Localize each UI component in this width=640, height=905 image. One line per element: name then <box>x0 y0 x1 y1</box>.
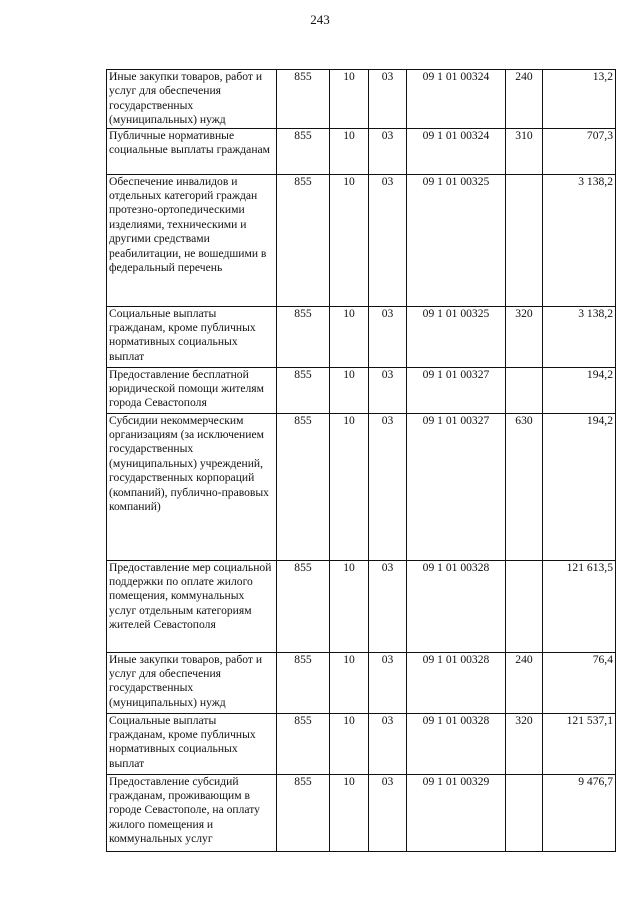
row-expense-type: 630 <box>506 413 543 560</box>
row-ved-code: 855 <box>277 174 330 306</box>
row-subsection-code: 03 <box>369 174 407 306</box>
row-amount: 194,2 <box>543 413 616 560</box>
row-target-article: 09 1 01 00328 <box>407 560 506 652</box>
row-amount: 707,3 <box>543 128 616 174</box>
table-row <box>107 713 616 774</box>
row-subsection-code: 03 <box>369 713 407 774</box>
row-name: Предоставление мер социальной поддержки по оплате жилого помещения, коммунальных услуг отдельным категориям жителей Севастополя <box>107 560 277 652</box>
table-row <box>107 652 616 713</box>
row-subsection-code: 03 <box>369 652 407 713</box>
row-ved-code: 855 <box>277 774 330 851</box>
row-expense-type: 320 <box>506 306 543 367</box>
row-subsection-code: 03 <box>369 560 407 652</box>
table-row <box>107 367 616 413</box>
row-target-article: 09 1 01 00325 <box>407 306 506 367</box>
row-ved-code: 855 <box>277 413 330 560</box>
table-row <box>107 560 616 652</box>
row-name: Социальные выплаты гражданам, кроме публичных нормативных социальных выплат <box>107 306 277 367</box>
table-row <box>107 128 616 174</box>
row-expense-type: 310 <box>506 128 543 174</box>
row-amount: 3 138,2 <box>543 306 616 367</box>
row-subsection-code: 03 <box>369 306 407 367</box>
row-name: Предоставление субсидий гражданам, проживающим в городе Севастополе, на оплату жилого помещения и коммунальных услуг <box>107 774 277 851</box>
row-amount: 121 537,1 <box>543 713 616 774</box>
row-ved-code: 855 <box>277 306 330 367</box>
row-amount: 3 138,2 <box>543 174 616 306</box>
row-amount: 13,2 <box>543 70 616 129</box>
row-expense-type: 240 <box>506 652 543 713</box>
table-row <box>107 174 616 306</box>
row-expense-type <box>506 774 543 851</box>
row-subsection-code: 03 <box>369 413 407 560</box>
row-amount: 194,2 <box>543 367 616 413</box>
row-target-article: 09 1 01 00324 <box>407 128 506 174</box>
row-ved-code: 855 <box>277 128 330 174</box>
row-section-code: 10 <box>330 713 369 774</box>
row-subsection-code: 03 <box>369 367 407 413</box>
row-subsection-code: 03 <box>369 128 407 174</box>
row-target-article: 09 1 01 00324 <box>407 70 506 129</box>
row-section-code: 10 <box>330 413 369 560</box>
row-ved-code: 855 <box>277 560 330 652</box>
row-section-code: 10 <box>330 174 369 306</box>
row-expense-type <box>506 174 543 306</box>
table-row <box>107 306 616 367</box>
row-subsection-code: 03 <box>369 774 407 851</box>
row-amount: 121 613,5 <box>543 560 616 652</box>
row-target-article: 09 1 01 00328 <box>407 652 506 713</box>
row-expense-type: 240 <box>506 70 543 129</box>
row-amount: 9 476,7 <box>543 774 616 851</box>
row-expense-type <box>506 560 543 652</box>
table-row <box>107 413 616 560</box>
row-expense-type: 320 <box>506 713 543 774</box>
row-name: Субсидии некоммерческим организациям (за исключением государственных (муниципальных) учреждений, государственных корпораций (компаний), публично-правовых компаний) <box>107 413 277 560</box>
table-row <box>107 70 616 129</box>
row-section-code: 10 <box>330 652 369 713</box>
budget-table-body <box>107 70 616 852</box>
row-section-code: 10 <box>330 306 369 367</box>
row-section-code: 10 <box>330 128 369 174</box>
row-name: Иные закупки товаров, работ и услуг для обеспечения государственных (муниципальных) нужд <box>107 652 277 713</box>
row-ved-code: 855 <box>277 367 330 413</box>
row-section-code: 10 <box>330 70 369 129</box>
row-ved-code: 855 <box>277 713 330 774</box>
row-target-article: 09 1 01 00329 <box>407 774 506 851</box>
row-expense-type <box>506 367 543 413</box>
row-name: Социальные выплаты гражданам, кроме публичных нормативных социальных выплат <box>107 713 277 774</box>
row-name: Предоставление бесплатной юридической помощи жителям города Севастополя <box>107 367 277 413</box>
row-ved-code: 855 <box>277 652 330 713</box>
table-row <box>107 774 616 851</box>
row-target-article: 09 1 01 00325 <box>407 174 506 306</box>
row-target-article: 09 1 01 00327 <box>407 413 506 560</box>
row-name: Иные закупки товаров, работ и услуг для обеспечения государственных (муниципальных) нужд <box>107 70 277 129</box>
row-section-code: 10 <box>330 367 369 413</box>
page-number: 243 <box>310 12 330 27</box>
row-target-article: 09 1 01 00328 <box>407 713 506 774</box>
row-section-code: 10 <box>330 774 369 851</box>
row-name: Обеспечение инвалидов и отдельных категорий граждан протезно-ортопедическими изделиями, техническими и другими средствами реабилитации, не вошедшими в федеральный перечень <box>107 174 277 306</box>
budget-table <box>106 69 616 852</box>
row-target-article: 09 1 01 00327 <box>407 367 506 413</box>
row-subsection-code: 03 <box>369 70 407 129</box>
row-section-code: 10 <box>330 560 369 652</box>
row-amount: 76,4 <box>543 652 616 713</box>
row-name: Публичные нормативные социальные выплаты гражданам <box>107 128 277 174</box>
row-ved-code: 855 <box>277 70 330 129</box>
